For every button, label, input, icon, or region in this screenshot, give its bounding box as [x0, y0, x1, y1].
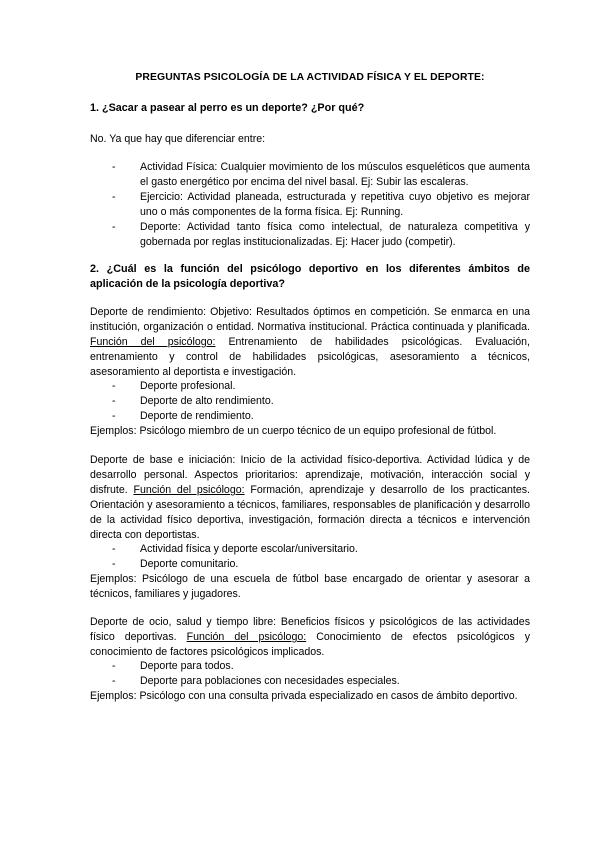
section-rendimiento-funcion: Entrenamiento de habilidades psicológicas. Evaluación, entrenamiento y control de habilidades psicológicas, asesoramiento a técnicos, asesoramiento al deportista e investigación.	[90, 336, 530, 378]
list-item	[112, 190, 530, 220]
list-item	[112, 674, 530, 689]
section-rendimiento-example: Ejemplos: Psicólogo miembro de un cuerpo técnico de un equipo profesional de fútbol.	[90, 425, 497, 437]
section-base-intro: Deporte de base e iniciación: Inicio de la actividad físico-deportiva. Actividad lúdica y de desarrollo personal. Aspectos prioritarios: aprendizaje, motivación, interacción social y disfrute.	[90, 454, 530, 496]
list-item	[112, 394, 530, 409]
list-item-text: Actividad Física: Cualquier movimiento de los músculos esqueléticos que aumenta el gasto energético por encima del nivel basal. Ej: Subir las escaleras.	[140, 161, 530, 188]
list-item-text: Deporte de alto rendimiento.	[140, 395, 274, 407]
section-base-example: Ejemplos: Psicólogo de una escuela de fútbol base encargado de orientar y asesorar a técnicos, familiares y jugadores.	[90, 573, 530, 600]
list-item	[112, 542, 530, 557]
list-dash: -	[112, 543, 116, 555]
list-item	[112, 379, 530, 394]
question-1-intro: No. Ya que hay que diferenciar entre:	[90, 133, 266, 145]
funcion-psicologo-label: Función del psicólogo:	[133, 484, 245, 496]
list-dash: -	[112, 221, 116, 233]
section-base-text	[90, 453, 530, 543]
list-dash: -	[112, 191, 116, 203]
section-base-funcion: Formación, aprendizaje y desarrollo de los practicantes. Orientación y asesoramiento a técnicos, familiares, responsables de planificación y desarrollo de la actividad físico deportiva, investigación, formación directa a técnicos e intervención directa con deportistas.	[90, 484, 530, 541]
section-ocio-funcion: Conocimiento de efectos psicológicos y conocimiento de factores psicológicos implicados.	[90, 631, 531, 658]
section-ocio-text	[90, 615, 530, 660]
list-dash: -	[112, 410, 116, 422]
section-rendimiento-intro: Deporte de rendimiento: Objetivo: Resultados óptimos en competición. Se enmarca en una institución, organización o entidad. Normativa institucional. Práctica continuada y planificada.	[90, 306, 530, 333]
list-item	[112, 557, 530, 572]
list-dash: -	[112, 675, 116, 687]
funcion-psicologo-label: Función del psicólogo:	[90, 336, 216, 348]
list-dash: -	[112, 660, 116, 672]
section-ocio-example: Ejemplos: Psicólogo con una consulta privada especializado en casos de ámbito deportivo.	[90, 690, 518, 702]
list-item-text: Deporte comunitario.	[140, 558, 239, 570]
list-item	[112, 409, 530, 424]
list-item-text: Deporte para todos.	[140, 660, 234, 672]
list-item-text: Actividad física y deporte escolar/universitario.	[140, 543, 358, 555]
question-2-heading: 2. ¿Cuál es la función del psicólogo deportivo en los diferentes ámbitos de aplicación de la psicología deportiva?	[90, 263, 530, 290]
section-ocio-intro: Deporte de ocio, salud y tiempo libre: Beneficios físicos y psicológicos de las actividades físico deportivas.	[90, 616, 530, 643]
list-item-text: Ejercicio: Actividad planeada, estructurada y repetitiva cuyo objetivo es mejorar uno o más componentes de la forma física. Ej: Running.	[140, 191, 530, 218]
list-item	[112, 659, 530, 674]
section-rendimiento-text	[90, 305, 530, 380]
list-item-text: Deporte para poblaciones con necesidades especiales.	[140, 675, 400, 687]
list-dash: -	[112, 558, 116, 570]
document-title: PREGUNTAS PSICOLOGÍA DE LA ACTIVIDAD FÍSICA Y EL DEPORTE:	[135, 72, 485, 83]
list-dash: -	[112, 380, 116, 392]
list-item	[112, 160, 530, 190]
list-dash: -	[112, 161, 116, 173]
question-1-heading: 1. ¿Sacar a pasear al perro es un deporte? ¿Por qué?	[90, 102, 365, 114]
funcion-psicologo-label: Función del psicólogo:	[186, 631, 307, 643]
list-item-text: Deporte: Actividad tanto física como intelectual, de naturaleza competitiva y gobernada por reglas institucionalizadas. Ej: Hacer judo (competir).	[140, 221, 530, 248]
list-dash: -	[112, 395, 116, 407]
list-item	[112, 220, 530, 250]
list-item-text: Deporte de rendimiento.	[140, 410, 254, 422]
list-item-text: Deporte profesional.	[140, 380, 236, 392]
